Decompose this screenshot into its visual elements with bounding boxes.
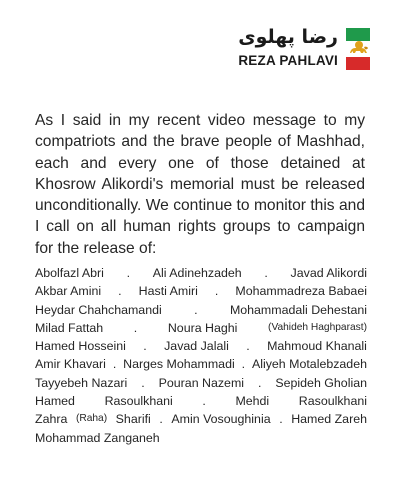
detainee-name: Mohammad Zanganeh — [35, 430, 160, 445]
names-line — [35, 301, 367, 319]
separator-dot: . — [246, 339, 250, 354]
detainee-name: Javad Alikordi — [290, 266, 367, 280]
names-line — [35, 282, 367, 300]
separator-dot: . — [214, 284, 219, 299]
detainee-name: Mahmoud Khanali — [267, 339, 367, 354]
separator-dot: . — [118, 284, 122, 299]
detainee-name: Milad Fattah — [35, 320, 104, 335]
detainee-name-part: Sharifi — [115, 412, 151, 427]
statement-paragraph: As I said in my recent video message to my compatriots and the brave people of Mashhad, each and every one of those detained at Khosrow Alikordi's memorial must be released unconditionally. We continue to monitor this and I call on all human rights groups to campaign for the release of: — [35, 112, 365, 257]
separator-dot: . — [202, 394, 206, 409]
detainee-name: Javad Jalali — [164, 339, 229, 354]
detainee-name: Amin Vosoughinia — [171, 412, 271, 427]
separator-dot: . — [194, 302, 198, 317]
detainee-name: Ali Adinehzadeh — [152, 266, 242, 280]
detainee-name: Hamed Hosseini — [35, 339, 126, 354]
names-line — [35, 264, 367, 282]
detainee-name: Sepideh Gholian — [275, 375, 367, 390]
persian-name: رضا پهلوی — [238, 26, 338, 48]
detainee-name: Aliyeh Motalebzadeh — [251, 357, 367, 372]
separator-dot: . — [264, 266, 268, 280]
detainee-name: Mohammadali Dehestani — [229, 302, 367, 317]
separator-dot: . — [257, 375, 262, 390]
separator-dot: . — [112, 357, 117, 372]
detainee-name: Mohammadreza Babaei — [235, 284, 367, 299]
detainee-name-part: Rasoulkhani — [298, 394, 367, 409]
names-line — [35, 429, 367, 447]
lion-and-sun-flag-icon — [346, 28, 370, 72]
separator-dot: . — [279, 412, 283, 427]
detainee-name: Tayyebeh Nazari — [35, 375, 128, 390]
names-line — [35, 392, 367, 410]
detainee-name: Narges Mohammadi — [123, 357, 235, 372]
detainee-name: Hasti Amiri — [138, 284, 198, 299]
names-line — [35, 410, 367, 428]
detainee-name-part: Mehdi — [235, 394, 270, 409]
detainee-name: Pouran Nazemi — [158, 375, 245, 390]
separator-dot: . — [141, 375, 145, 390]
detainee-name: Amir Khavari — [35, 357, 106, 372]
separator-dot: . — [126, 266, 131, 280]
detainee-name-part: Zahra — [35, 412, 68, 427]
separator-dot: . — [133, 320, 138, 335]
separator-dot: . — [159, 412, 163, 427]
separator-dot: . — [241, 357, 246, 372]
detainee-name-part: Rasoulkhani — [104, 394, 173, 409]
detainee-name-part: Hamed — [35, 394, 75, 409]
detainee-name: Heydar Chahchamandi — [35, 302, 162, 317]
names-line — [35, 374, 367, 392]
latin-name: REZA PAHLAVI — [238, 53, 338, 68]
detainee-names-list — [35, 264, 367, 447]
detainee-name: Abolfazl Abri — [35, 266, 104, 280]
names-line — [35, 319, 367, 337]
lion-and-sun-icon — [346, 38, 370, 60]
alias-note: (Vahideh Haghparast) — [268, 321, 367, 333]
names-line — [35, 355, 367, 373]
detainee-name: Noura Haghi — [167, 320, 238, 335]
detainee-name: Hamed Zareh — [291, 412, 367, 427]
header — [170, 26, 370, 72]
separator-dot: . — [143, 339, 147, 354]
names-line — [35, 337, 367, 355]
detainee-name: Akbar Amini — [35, 284, 102, 299]
alias-note: (Raha) — [75, 413, 108, 425]
